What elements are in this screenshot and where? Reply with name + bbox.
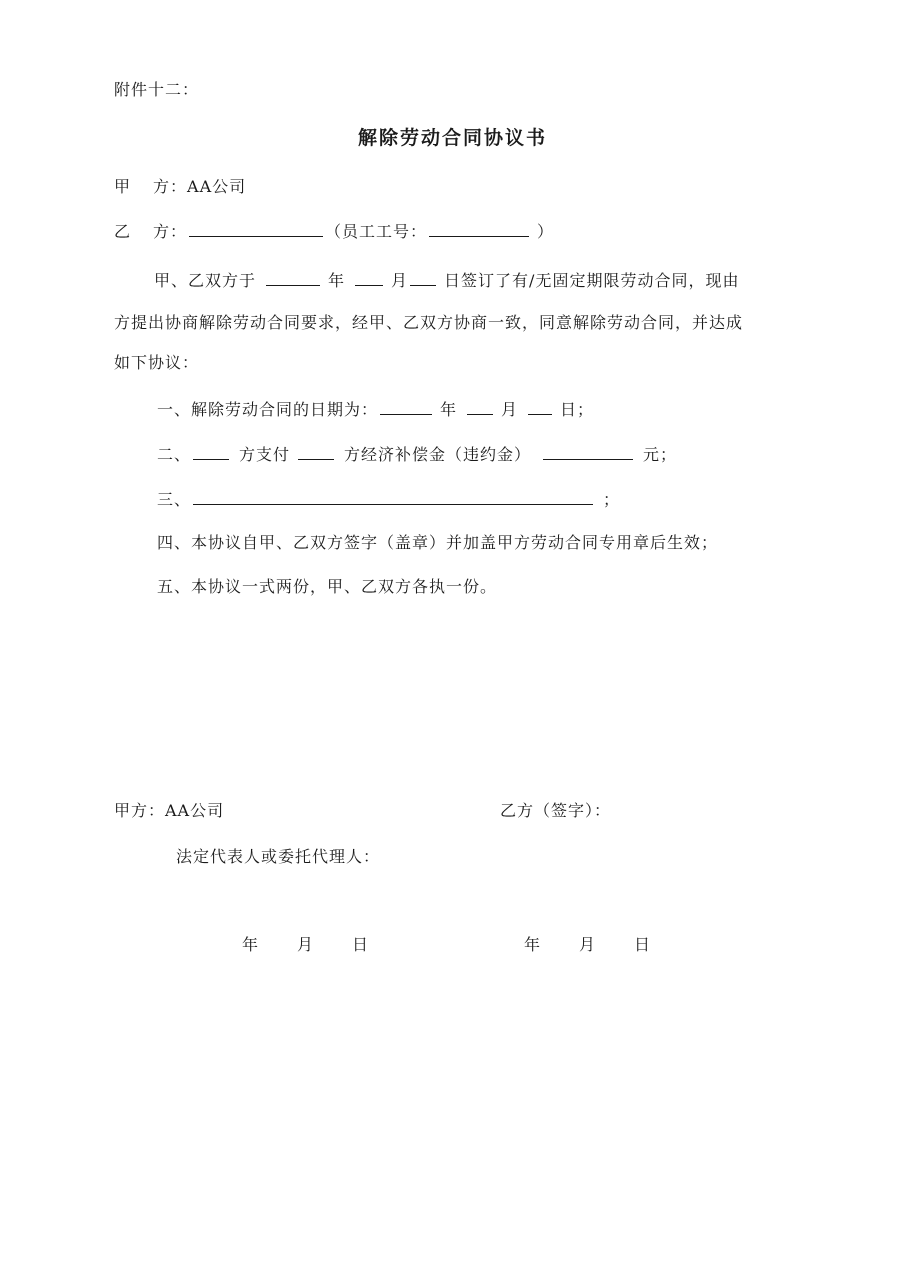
payee-blank[interactable] [298, 443, 334, 460]
party-b-line [114, 220, 554, 243]
clause-1-text: 一、解除劳动合同的日期为： [157, 400, 379, 419]
employee-no-close: ） [537, 222, 555, 241]
signature-party-b[interactable]: 乙方（签字）： [500, 801, 612, 820]
end-day-blank[interactable] [528, 398, 552, 415]
clause-1-month: 月 [501, 400, 519, 419]
clause-5: 五、本协议一式两份，甲、乙双方各执一份。 [157, 577, 498, 596]
party-a-date [242, 934, 369, 956]
employee-no-open: （员工工号： [325, 222, 428, 241]
end-year-blank[interactable] [380, 398, 432, 415]
clause-2-unit: 元； [643, 445, 678, 464]
payer-blank[interactable] [193, 443, 229, 460]
party-b-date [524, 934, 651, 956]
intro-p1-a: 甲、乙双方于 [154, 271, 257, 290]
signature-party-a: 甲方：AA公司 [114, 801, 225, 820]
clause-3 [157, 488, 620, 511]
clause-3-prefix: 三、 [157, 490, 192, 509]
intro-p1-c: 月 [391, 271, 409, 290]
attachment-label: 附件十二： [114, 80, 200, 99]
party-a-line [114, 176, 246, 198]
intro-line-2: 方提出协商解除劳动合同要求，经甲、乙双方协商一致，同意解除劳动合同，并达成 [114, 313, 744, 332]
signature-representative[interactable]: 法定代表人或委托代理人： [176, 847, 381, 866]
sign-day-blank[interactable] [410, 269, 436, 286]
party-a-date-year: 年 [242, 935, 260, 954]
end-month-blank[interactable] [467, 398, 493, 415]
party-b-date-day: 日 [634, 935, 652, 954]
sign-year-blank[interactable] [266, 269, 320, 286]
party-b-date-year: 年 [524, 935, 542, 954]
party-a-date-month: 月 [297, 935, 315, 954]
party-b-date-month: 月 [579, 935, 597, 954]
intro-line-3: 如下协议： [114, 353, 200, 372]
clause-2 [157, 443, 677, 466]
clause-3-blank[interactable] [193, 488, 593, 505]
intro-line-1 [154, 269, 739, 292]
intro-p1-d: 日签订了有/无固定期限劳动合同，现由 [444, 271, 740, 290]
employee-no-blank[interactable] [429, 220, 529, 237]
clause-2-compensation: 方经济补偿金（违约金） [344, 445, 532, 464]
clause-1-year: 年 [440, 400, 458, 419]
document-title: 解除劳动合同协议书 [357, 127, 547, 149]
clause-3-suffix: ； [603, 490, 621, 509]
clause-2-prefix: 二、 [157, 445, 192, 464]
party-b-label: 乙 [114, 222, 132, 241]
clause-1-day: 日； [560, 400, 595, 419]
party-a-value: AA公司 [187, 177, 247, 196]
party-a-label-suffix: 方： [153, 177, 188, 196]
party-a-date-day: 日 [352, 935, 370, 954]
party-b-name-blank[interactable] [189, 220, 323, 237]
clause-2-pay: 方支付 [239, 445, 291, 464]
party-b-label-suffix: 方： [153, 222, 188, 241]
party-a-label: 甲 [114, 177, 132, 196]
sign-month-blank[interactable] [355, 269, 383, 286]
clause-4: 四、本协议自甲、乙双方签字（盖章）并加盖甲方劳动合同专用章后生效； [157, 533, 719, 552]
clause-1 [157, 398, 594, 421]
amount-blank[interactable] [543, 443, 633, 460]
intro-p1-b: 年 [328, 271, 346, 290]
